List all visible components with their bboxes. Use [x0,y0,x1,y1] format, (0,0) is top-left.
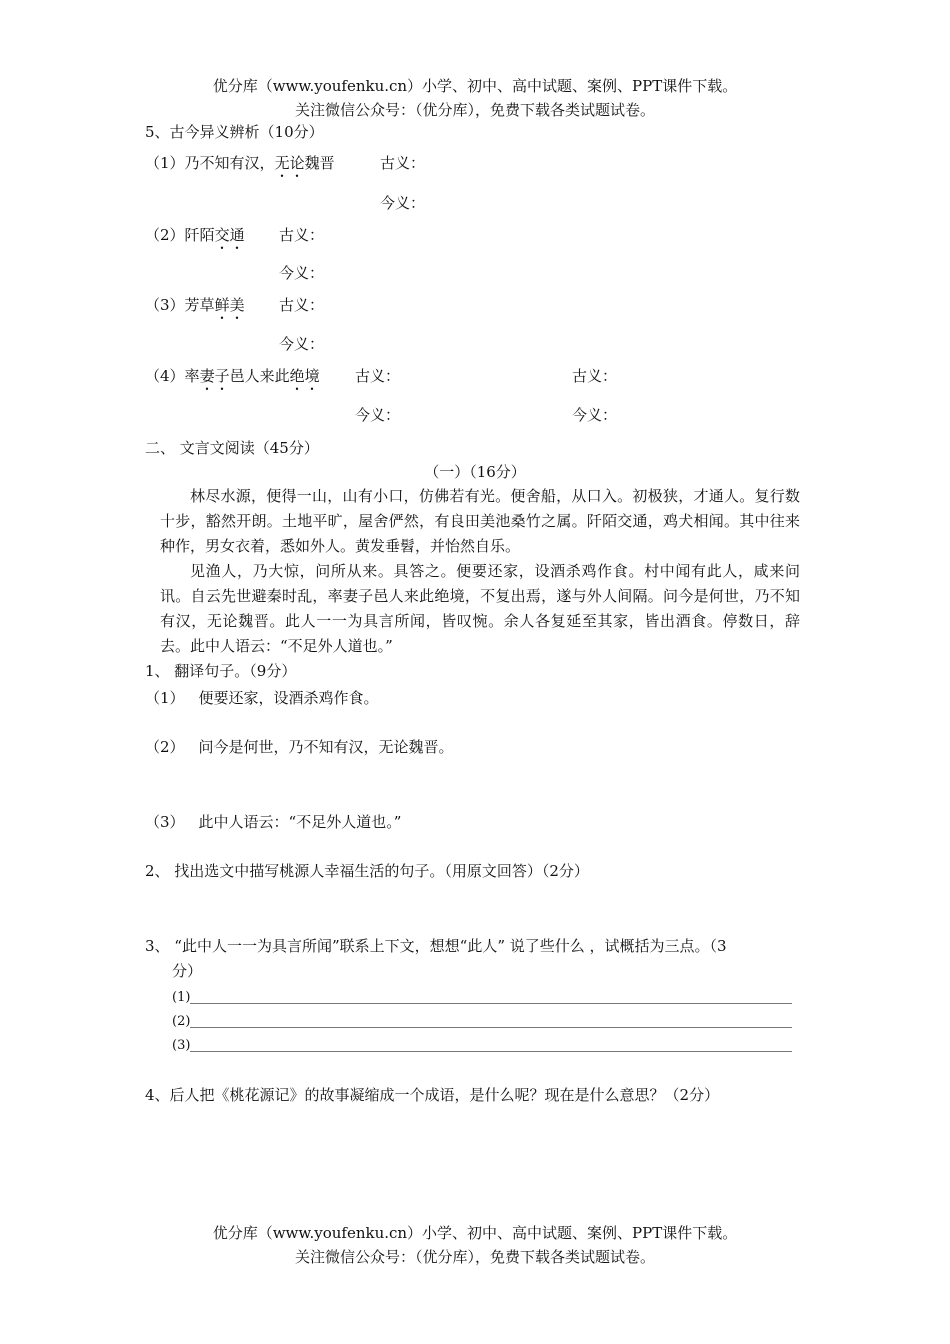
s5-item-3 [145,295,245,323]
q1-item-2 [145,737,454,757]
s5-item-3-dotted: 鲜美 [214,296,245,314]
s5-item-1-num: （1） [145,154,185,172]
q1-item-2-num: （2） [145,738,185,756]
passage-paragraph-2: 见渔人，乃大惊，问所从来。具答之。便要还家，设酒杀鸡作食。村中闻有此人，咸来问讯。自云先世避秦时乱，率妻子邑人来此绝境，不复出焉，遂与外人间隔。问今是何世，乃不知有汉，无论魏晋。此人一一为具言所闻，皆叹惋。余人各复延至其家，皆出酒食。停数日，辞去。此中人语云：“不足外人道也。” [160,562,800,655]
q3-blank-2-line[interactable] [190,1026,792,1028]
q1-item-3-num: （3） [145,813,185,831]
q3-blank-3-label: (3) [172,1038,191,1053]
s5-item-3-gu: 古义： [279,296,325,314]
footer-line-1: 优分库（www.youfenku.cn）小学、初中、高中试题、案例、PPT课件下载。 [212,1224,738,1242]
s5-item-1-jin: 今义： [380,194,426,212]
q3-blank-3-line[interactable] [190,1050,792,1052]
q1-item-3-text: 此中人语云：“不足外人道也。” [198,813,402,831]
s5-item-4-jin-2: 今义： [572,406,618,424]
q3-blank-1-label: (1) [172,990,191,1005]
s5-item-1-pre: 乃不知有汉， [184,154,275,172]
q4: 4、后人把《桃花源记》的故事凝缩成一个成语，是什么呢？现在是什么意思？（2分） [145,1086,720,1104]
q3-blank-2-label: (2) [172,1014,191,1029]
s5-item-4-gu-2: 古义： [572,367,618,385]
s5-item-3-pre: 芳草 [184,296,215,314]
s5-item-4-dotted: 妻子 [199,367,230,385]
q1-item-3 [145,812,401,832]
s5-item-1 [145,153,335,181]
s5-item-2-dotted: 交通 [214,226,245,244]
s5-item-1-post: 魏晋 [304,154,335,172]
passage [160,484,800,659]
header-line-2: 关注微信公众号：（优分库），免费下载各类试题试卷。 [294,101,655,119]
s5-item-3-jin: 今义： [279,335,325,353]
s5-item-3-num: （3） [145,296,185,314]
s5-item-4 [145,366,320,394]
s5-item-4-num: （4） [145,367,185,385]
part2-subtitle: （一）（16分） [424,463,526,481]
s5-item-2-pre: 阡陌 [184,226,215,244]
q3-line-2: 分） [172,962,203,980]
s5-item-4-dotted-2: 绝境 [289,367,320,385]
s5-item-2-jin: 今义： [279,264,325,282]
q2: 2、 找出选文中描写桃源人幸福生活的句子。（用原文回答）（2分） [145,862,589,880]
s5-item-4-mid: 邑人来此 [229,367,290,385]
s5-item-4-pre: 率 [184,367,200,385]
part2-title: 二、 文言文阅读（45分） [145,439,319,457]
passage-paragraph-1: 林尽水源，便得一山，山有小口，仿佛若有光。便舍船，从口入。初极狭，才通人。复行数十步，豁然开朗。土地平旷，屋舍俨然，有良田美池桑竹之属。阡陌交通，鸡犬相闻。其中往来种作，男女衣着，悉如外人。黄发垂髫，并怡然自乐。 [160,487,800,555]
s5-item-2 [145,225,245,253]
s5-item-2-gu: 古义： [279,226,325,244]
header-line-1: 优分库（www.youfenku.cn）小学、初中、高中试题、案例、PPT课件下载。 [212,77,738,95]
q1-item-1-text: 便要还家，设酒杀鸡作食。 [198,689,379,707]
s5-item-2-num: （2） [145,226,185,244]
q1-title: 1、 翻译句子。（9分） [145,662,297,680]
q1-item-2-text: 问今是何世，乃不知有汉，无论魏晋。 [198,738,454,756]
footer-line-2: 关注微信公众号：（优分库），免费下载各类试题试卷。 [294,1248,655,1266]
q3-blank-1-line[interactable] [190,1002,792,1004]
q3-line-1: 3、 “此中人一一为具言所闻”联系上下文，想想“此人” 说了些什么 ，试概括为三点。（3 [145,937,727,955]
s5-item-1-gu: 古义： [380,154,426,172]
q1-item-1-num: （1） [145,689,185,707]
s5-item-1-dotted: 无论 [274,154,305,172]
q1-item-1 [145,688,379,708]
section5-title: 5、古今异义辨析（10分） [145,123,324,141]
s5-item-4-jin: 今义： [355,406,401,424]
s5-item-4-gu: 古义： [355,367,401,385]
